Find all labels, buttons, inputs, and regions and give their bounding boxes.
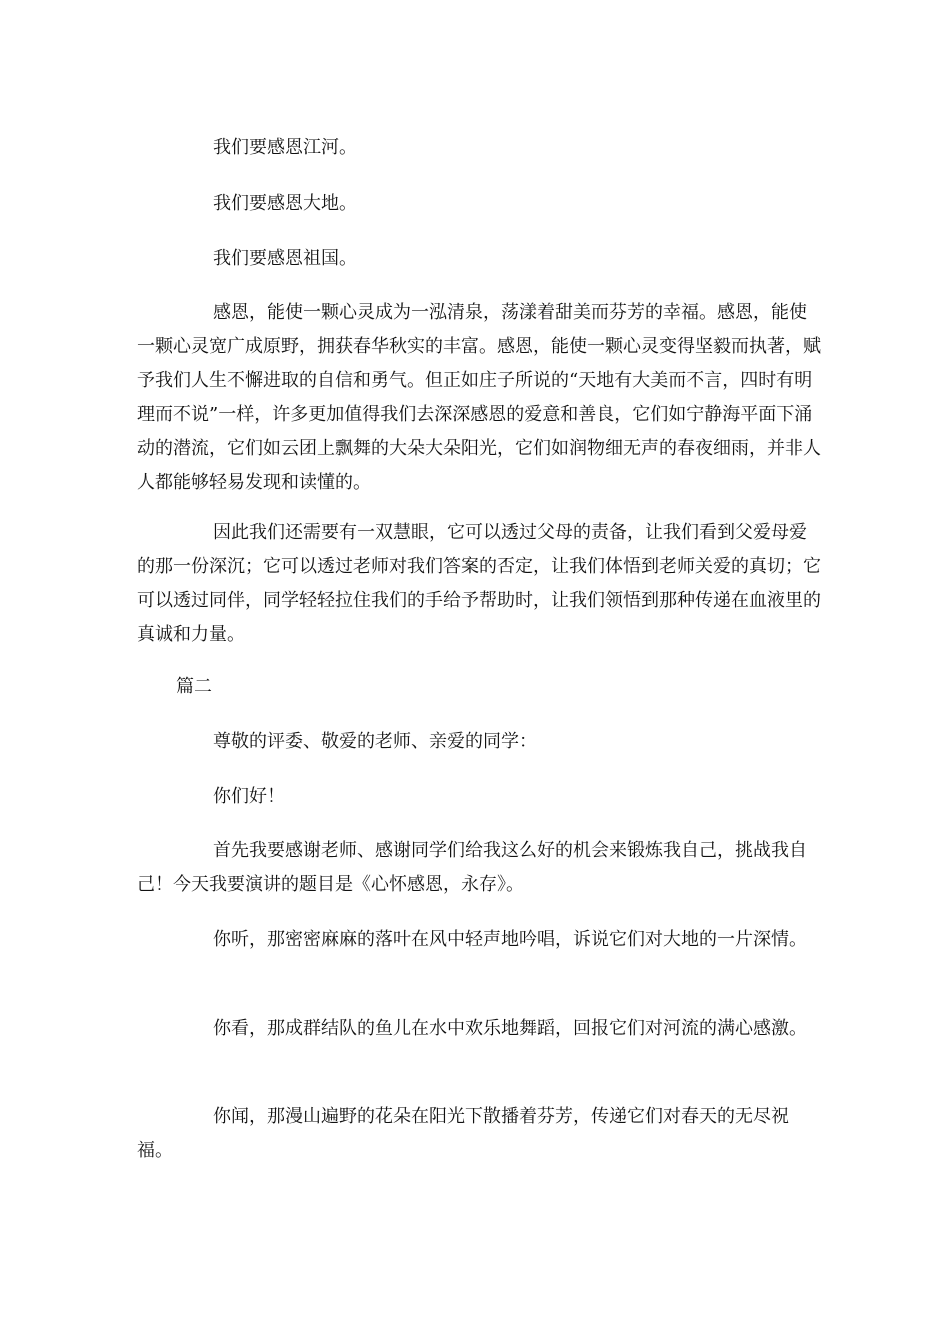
paragraph-thank-earth: 我们要感恩大地。	[213, 193, 357, 214]
paragraph-salutation: 尊敬的评委、敬爱的老师、亲爱的同学：	[213, 731, 537, 752]
paragraph-listen: 你听，那密密麻麻的落叶在风中轻声地吟唱，诉说它们对大地的一片深情。	[213, 929, 807, 950]
paragraph-wise-eyes: 因此我们还需要有一双慧眼，它可以透过父母的责备，让我们看到父爱母爱的那一份深沉；它可以透过老师对我们答案的否定，让我们体悟到老师关爱的真切；它可以透过同伴，同学轻轻拉住我们的手给予帮助时，让我们领悟到那种传递在血液里的真诚和力量。	[137, 522, 821, 645]
paragraph-gratitude-essay: 感恩，能使一颗心灵成为一泓清泉，荡漾着甜美而芬芳的幸福。感恩，能使一颗心灵宽广成原野，拥获春华秋实的丰富。感恩，能使一颗心灵变得坚毅而执著，赋予我们人生不懈进取的自信和勇气。但正如庄子所说的“天地有大美而不言，四时有明理而不说”一样，许多更加值得我们去深深感恩的爱意和善良，它们如宁静海平面下涌动的潜流，它们如云团上飘舞的大朵大朵阳光，它们如润物细无声的春夜细雨，并非人人都能够轻易发现和读懂的。	[137, 302, 821, 493]
paragraph-greeting: 你们好！	[213, 786, 285, 807]
paragraph-look: 你看，那成群结队的鱼儿在水中欢乐地舞蹈，回报它们对河流的满心感激。	[213, 1018, 807, 1039]
paragraph-thank-rivers: 我们要感恩江河。	[213, 137, 357, 158]
paragraph-thank-country: 我们要感恩祖国。	[213, 248, 357, 269]
section-heading-part-two: 篇二	[176, 676, 212, 697]
paragraph-smell: 你闻，那漫山遍野的花朵在阳光下散播着芬芳，传递它们对春天的无尽祝福。	[137, 1106, 789, 1161]
paragraph-speech-intro: 首先我要感谢老师、感谢同学们给我这么好的机会来锻炼我自己，挑战我自己！今天我要演讲的题目是《心怀感恩，永存》。	[137, 840, 807, 895]
